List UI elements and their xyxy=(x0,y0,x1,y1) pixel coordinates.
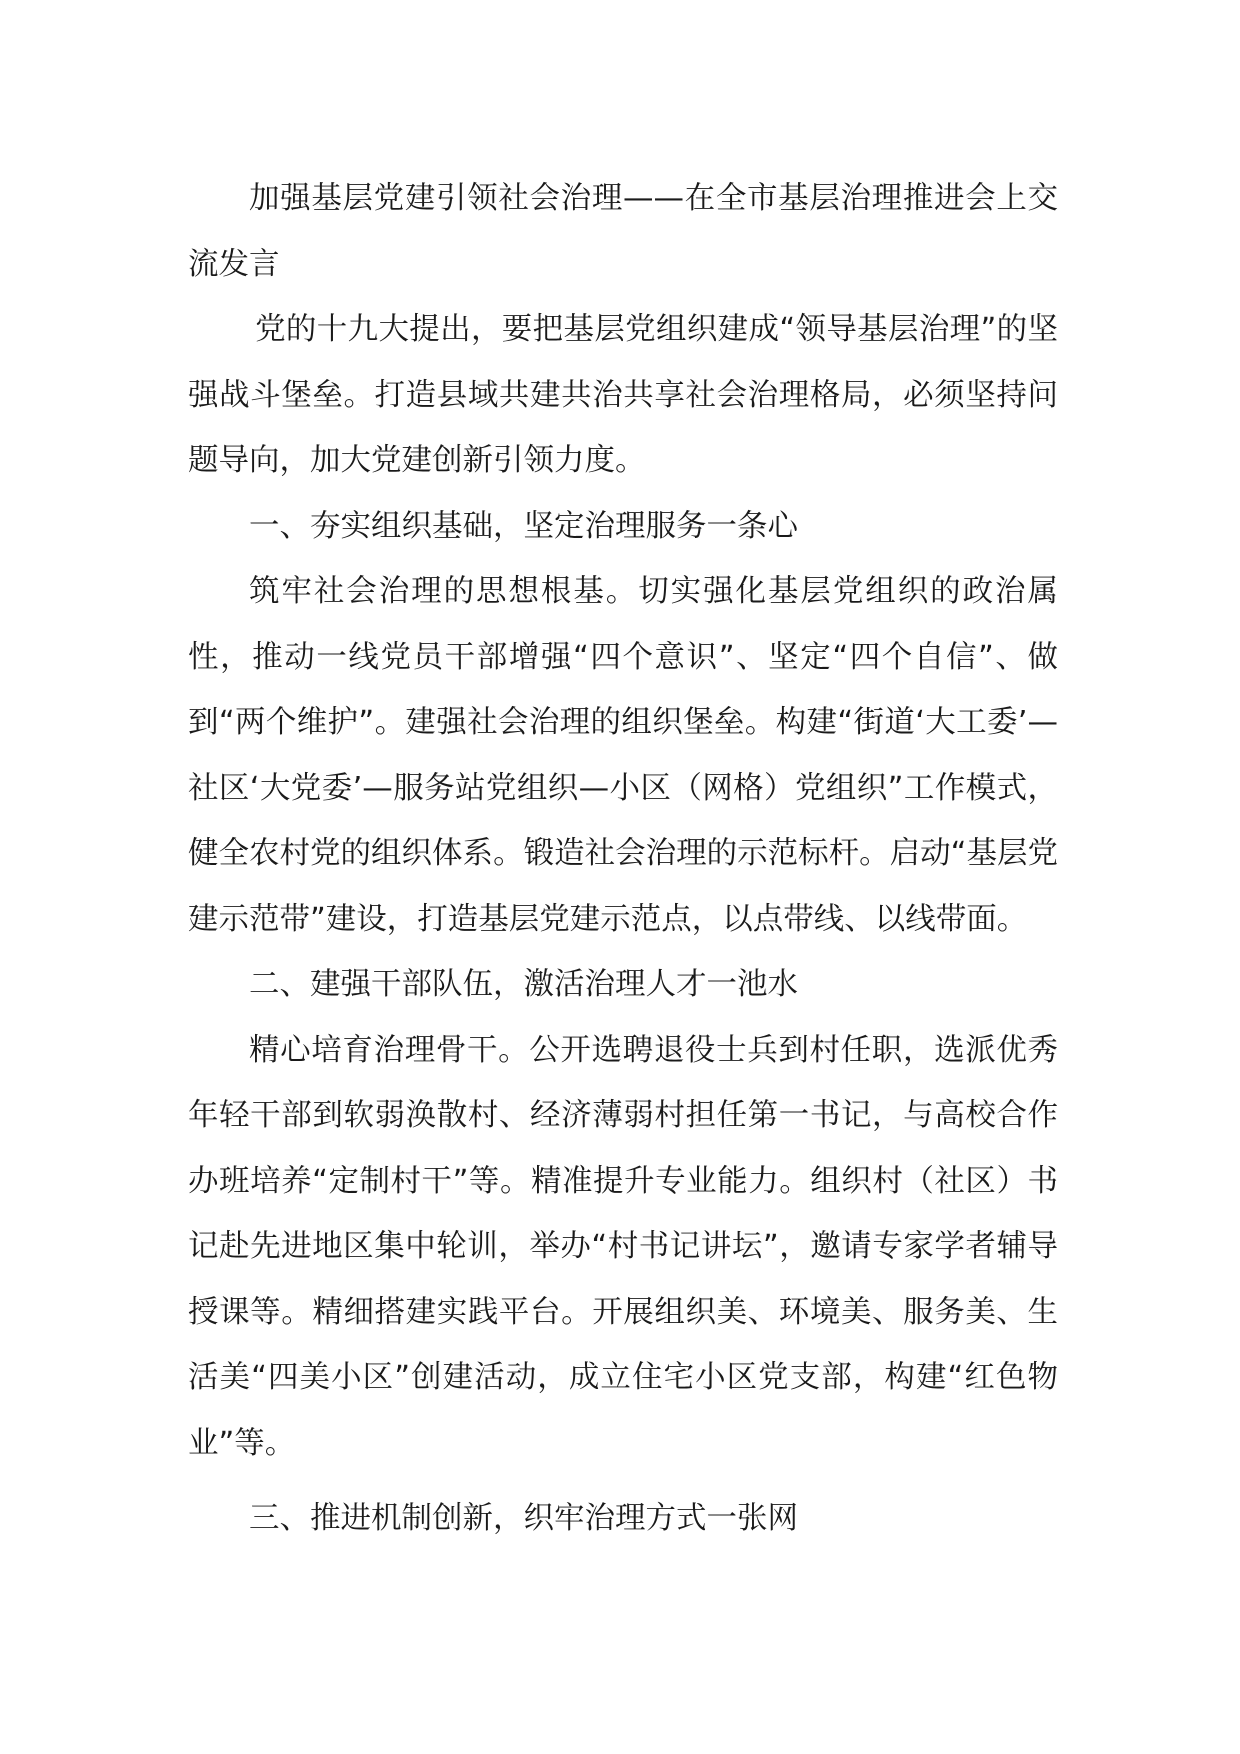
document-title: 加强基层党建引领社会治理——在全市基层治理推进会上交流发言 xyxy=(188,181,1058,282)
intro-paragraph: 党的十九大提出，要把基层党组织建成“领导基层治理”的坚强战斗堡垒。打造县域共建共治共享社会治理格局，必须坚持问题导向，加大党建创新引领力度。 xyxy=(188,312,1058,478)
section-body-1: 筑牢社会治理的思想根基。切实强化基层党组织的政治属性，推动一线党员干部增强“四个意识”、坚定“四个自信”、做到“两个维护”。建强社会治理的组织堡垒。构建“街道‘大工委’—社区‘大党委’—服务站党组织—小区（网格）党组织”工作模式，健全农村党的组织体系。锻造社会治理的示范标杆。启动“基层党建示范带”建设，打造基层党建示范点，以点带线、以线带面。 xyxy=(188,574,1058,937)
section-heading-3: 三、推进机制创新，织牢治理方式一张网 xyxy=(249,1501,798,1536)
section-body-2: 精心培育治理骨干。公开选聘退役士兵到村任职，选派优秀年轻干部到软弱涣散村、经济薄弱村担任第一书记，与高校合作办班培养“定制村干”等。精准提升专业能力。组织村（社区）书记赴先进地区集中轮训，举办“村书记讲坛”，邀请专家学者辅导授课等。精细搭建实践平台。开展组织美、环境美、服务美、生活美“四美小区”创建活动，成立住宅小区党支部，构建“红色物业”等。 xyxy=(188,1032,1058,1461)
section-heading-1: 一、夯实组织基础，坚定治理服务一条心 xyxy=(249,508,798,544)
section-heading-2: 二、建强干部队伍，激活治理人才一池水 xyxy=(249,967,798,1002)
document-page xyxy=(188,166,1058,1552)
